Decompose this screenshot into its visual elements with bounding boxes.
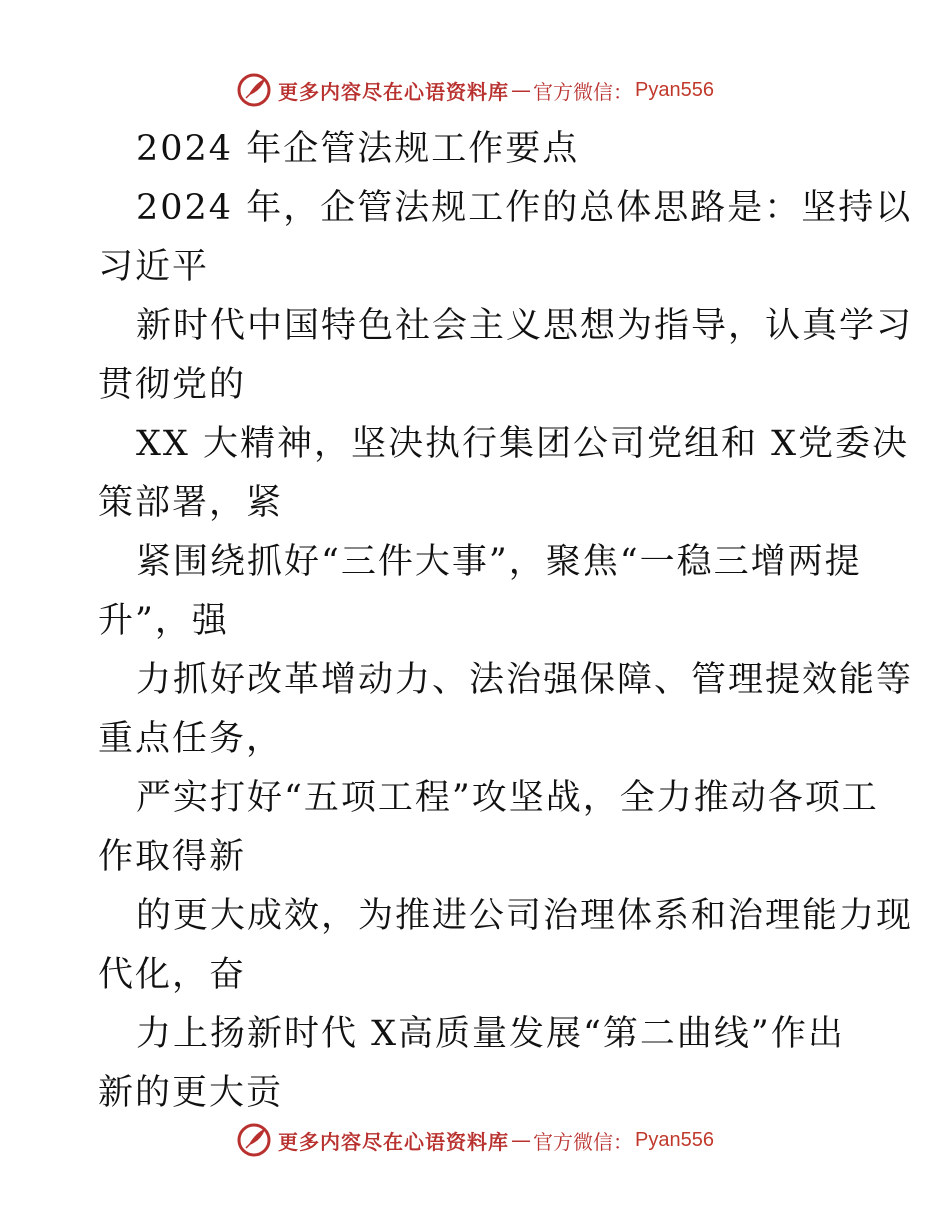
paragraph-line: 重点任务， xyxy=(98,719,284,759)
banner-wechat-id: Pyan556 xyxy=(635,78,714,101)
paragraph-line: 力上扬新时代 X高质量发展“第二曲线”作出 xyxy=(136,1014,845,1054)
paragraph-line: 习近平 xyxy=(98,247,210,287)
document-title: 2024 年企管法规工作要点 xyxy=(136,129,580,169)
banner-separator: — xyxy=(511,78,532,102)
paragraph-line: 2024 年，企管法规工作的总体思路是：坚持以 xyxy=(136,188,913,228)
banner-wechat-id: Pyan556 xyxy=(635,1128,714,1151)
paragraph-line: 新的更大贡 xyxy=(98,1073,284,1113)
header-banner xyxy=(0,70,950,110)
paragraph-line: 代化，奋 xyxy=(98,955,247,995)
feather-logo-icon xyxy=(236,72,272,108)
banner-separator: — xyxy=(511,1128,532,1152)
paragraph-line: 严实打好“五项工程”攻坚战，全力推动各项工 xyxy=(136,778,879,818)
banner-brand-text: 更多内容尽在心语资料库 xyxy=(278,79,510,104)
paragraph-line: 作取得新 xyxy=(98,837,247,877)
paragraph-line: 策部署，紧 xyxy=(98,483,284,523)
paragraph-line: 新时代中国特色社会主义思想为指导，认真学习 xyxy=(136,306,914,346)
footer-banner xyxy=(0,1120,950,1160)
feather-logo-icon xyxy=(236,1122,272,1158)
banner-wechat-label: 官方微信： xyxy=(533,79,634,104)
paragraph-line: XX 大精神，坚决执行集团公司党组和 X党委决 xyxy=(136,424,910,464)
paragraph-line: 紧围绕抓好“三件大事”，聚焦“一稳三增两提 xyxy=(136,542,862,582)
banner-brand-text: 更多内容尽在心语资料库 xyxy=(278,1129,510,1154)
paragraph-line: 贯彻党的 xyxy=(98,365,247,405)
paragraph-line: 力抓好改革增动力、法治强保障、管理提效能等 xyxy=(136,660,914,700)
banner-wechat-label: 官方微信： xyxy=(533,1129,634,1154)
paragraph-line: 的更大成效，为推进公司治理体系和治理能力现 xyxy=(136,896,914,936)
document-body xyxy=(98,120,914,1123)
paragraph-line: 升”，强 xyxy=(98,601,229,641)
